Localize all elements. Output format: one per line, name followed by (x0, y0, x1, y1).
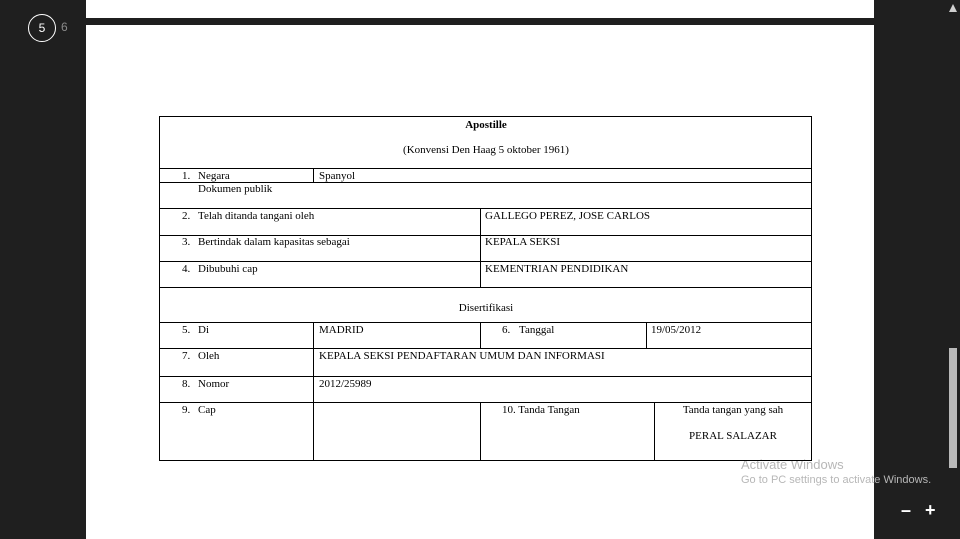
page-gap (86, 18, 874, 25)
row-divider (160, 168, 811, 169)
row-number: 1. (182, 170, 191, 182)
column-divider (313, 348, 314, 402)
column-divider (313, 322, 314, 348)
activation-watermark (741, 457, 931, 486)
document-subtitle: (Konvensi Den Haag 5 oktober 1961) (403, 144, 569, 156)
row-number: 4. (182, 263, 191, 275)
scroll-thumb[interactable] (949, 348, 957, 468)
date-label: Tanggal (519, 324, 555, 336)
column-divider (480, 402, 481, 461)
row-number: 8. (182, 378, 191, 390)
row-divider (160, 208, 811, 209)
column-divider (646, 322, 647, 348)
row-divider (160, 402, 811, 403)
vertical-scrollbar[interactable] (946, 0, 960, 539)
row-number: 9. (182, 404, 191, 416)
row-divider (160, 287, 811, 288)
by-label: Oleh (198, 350, 220, 362)
row-divider (160, 261, 811, 262)
stamp-value: KEMENTRIAN PENDIDIKAN (485, 263, 629, 275)
next-page-number[interactable]: 6 (61, 20, 68, 34)
column-divider (313, 402, 314, 461)
date-value: 19/05/2012 (651, 324, 702, 336)
row-number: 6. (502, 324, 511, 336)
capacity-label: Bertindak dalam kapasitas sebagai (198, 236, 350, 248)
row-divider (160, 322, 811, 323)
place-value: MADRID (319, 324, 364, 336)
signature-label: 10. Tanda Tangan (502, 404, 580, 416)
column-divider (480, 322, 481, 348)
document-title: Apostille (465, 119, 507, 131)
zoom-out-button[interactable]: – (901, 500, 912, 520)
place-label: Di (198, 324, 209, 336)
row-divider (160, 376, 811, 377)
zoom-in-button[interactable]: + (925, 500, 936, 520)
seal-label: Cap (198, 404, 216, 416)
watermark-title: Activate Windows (741, 457, 844, 472)
country-label: Negara (198, 170, 230, 182)
row-number: 3. (182, 236, 191, 248)
signature-note: Tanda tangan yang sah (682, 404, 784, 416)
row-divider (160, 348, 811, 349)
public-document-label: Dokumen publik (198, 183, 273, 195)
signed-by-label: Telah ditanda tangani oleh (198, 210, 315, 222)
previous-page (86, 0, 874, 18)
number-value: 2012/25989 (319, 378, 372, 390)
signed-by-value: GALLEGO PEREZ, JOSE CARLOS (485, 210, 651, 222)
stamp-label: Dibubuhi cap (198, 263, 258, 275)
row-number: 7. (182, 350, 191, 362)
column-divider (480, 208, 481, 287)
capacity-value: KEPALA SEKSI (485, 236, 561, 248)
certified-heading: Disertifikasi (458, 302, 514, 314)
signatory-name: PERAL SALAZAR (689, 430, 777, 442)
column-divider (654, 402, 655, 461)
country-value: Spanyol (319, 170, 356, 182)
row-number: 2. (182, 210, 191, 222)
number-label: Nomor (198, 378, 230, 390)
current-page-indicator[interactable]: 5 (28, 14, 56, 42)
scroll-up-arrow-icon[interactable] (949, 4, 957, 12)
column-divider (313, 168, 314, 182)
by-value: KEPALA SEKSI PENDAFTARAN UMUM DAN INFORMASI (319, 350, 605, 362)
watermark-subtitle: Go to PC settings to activate Windows. (741, 474, 932, 486)
row-number: 5. (182, 324, 191, 336)
apostille-table (159, 116, 812, 461)
